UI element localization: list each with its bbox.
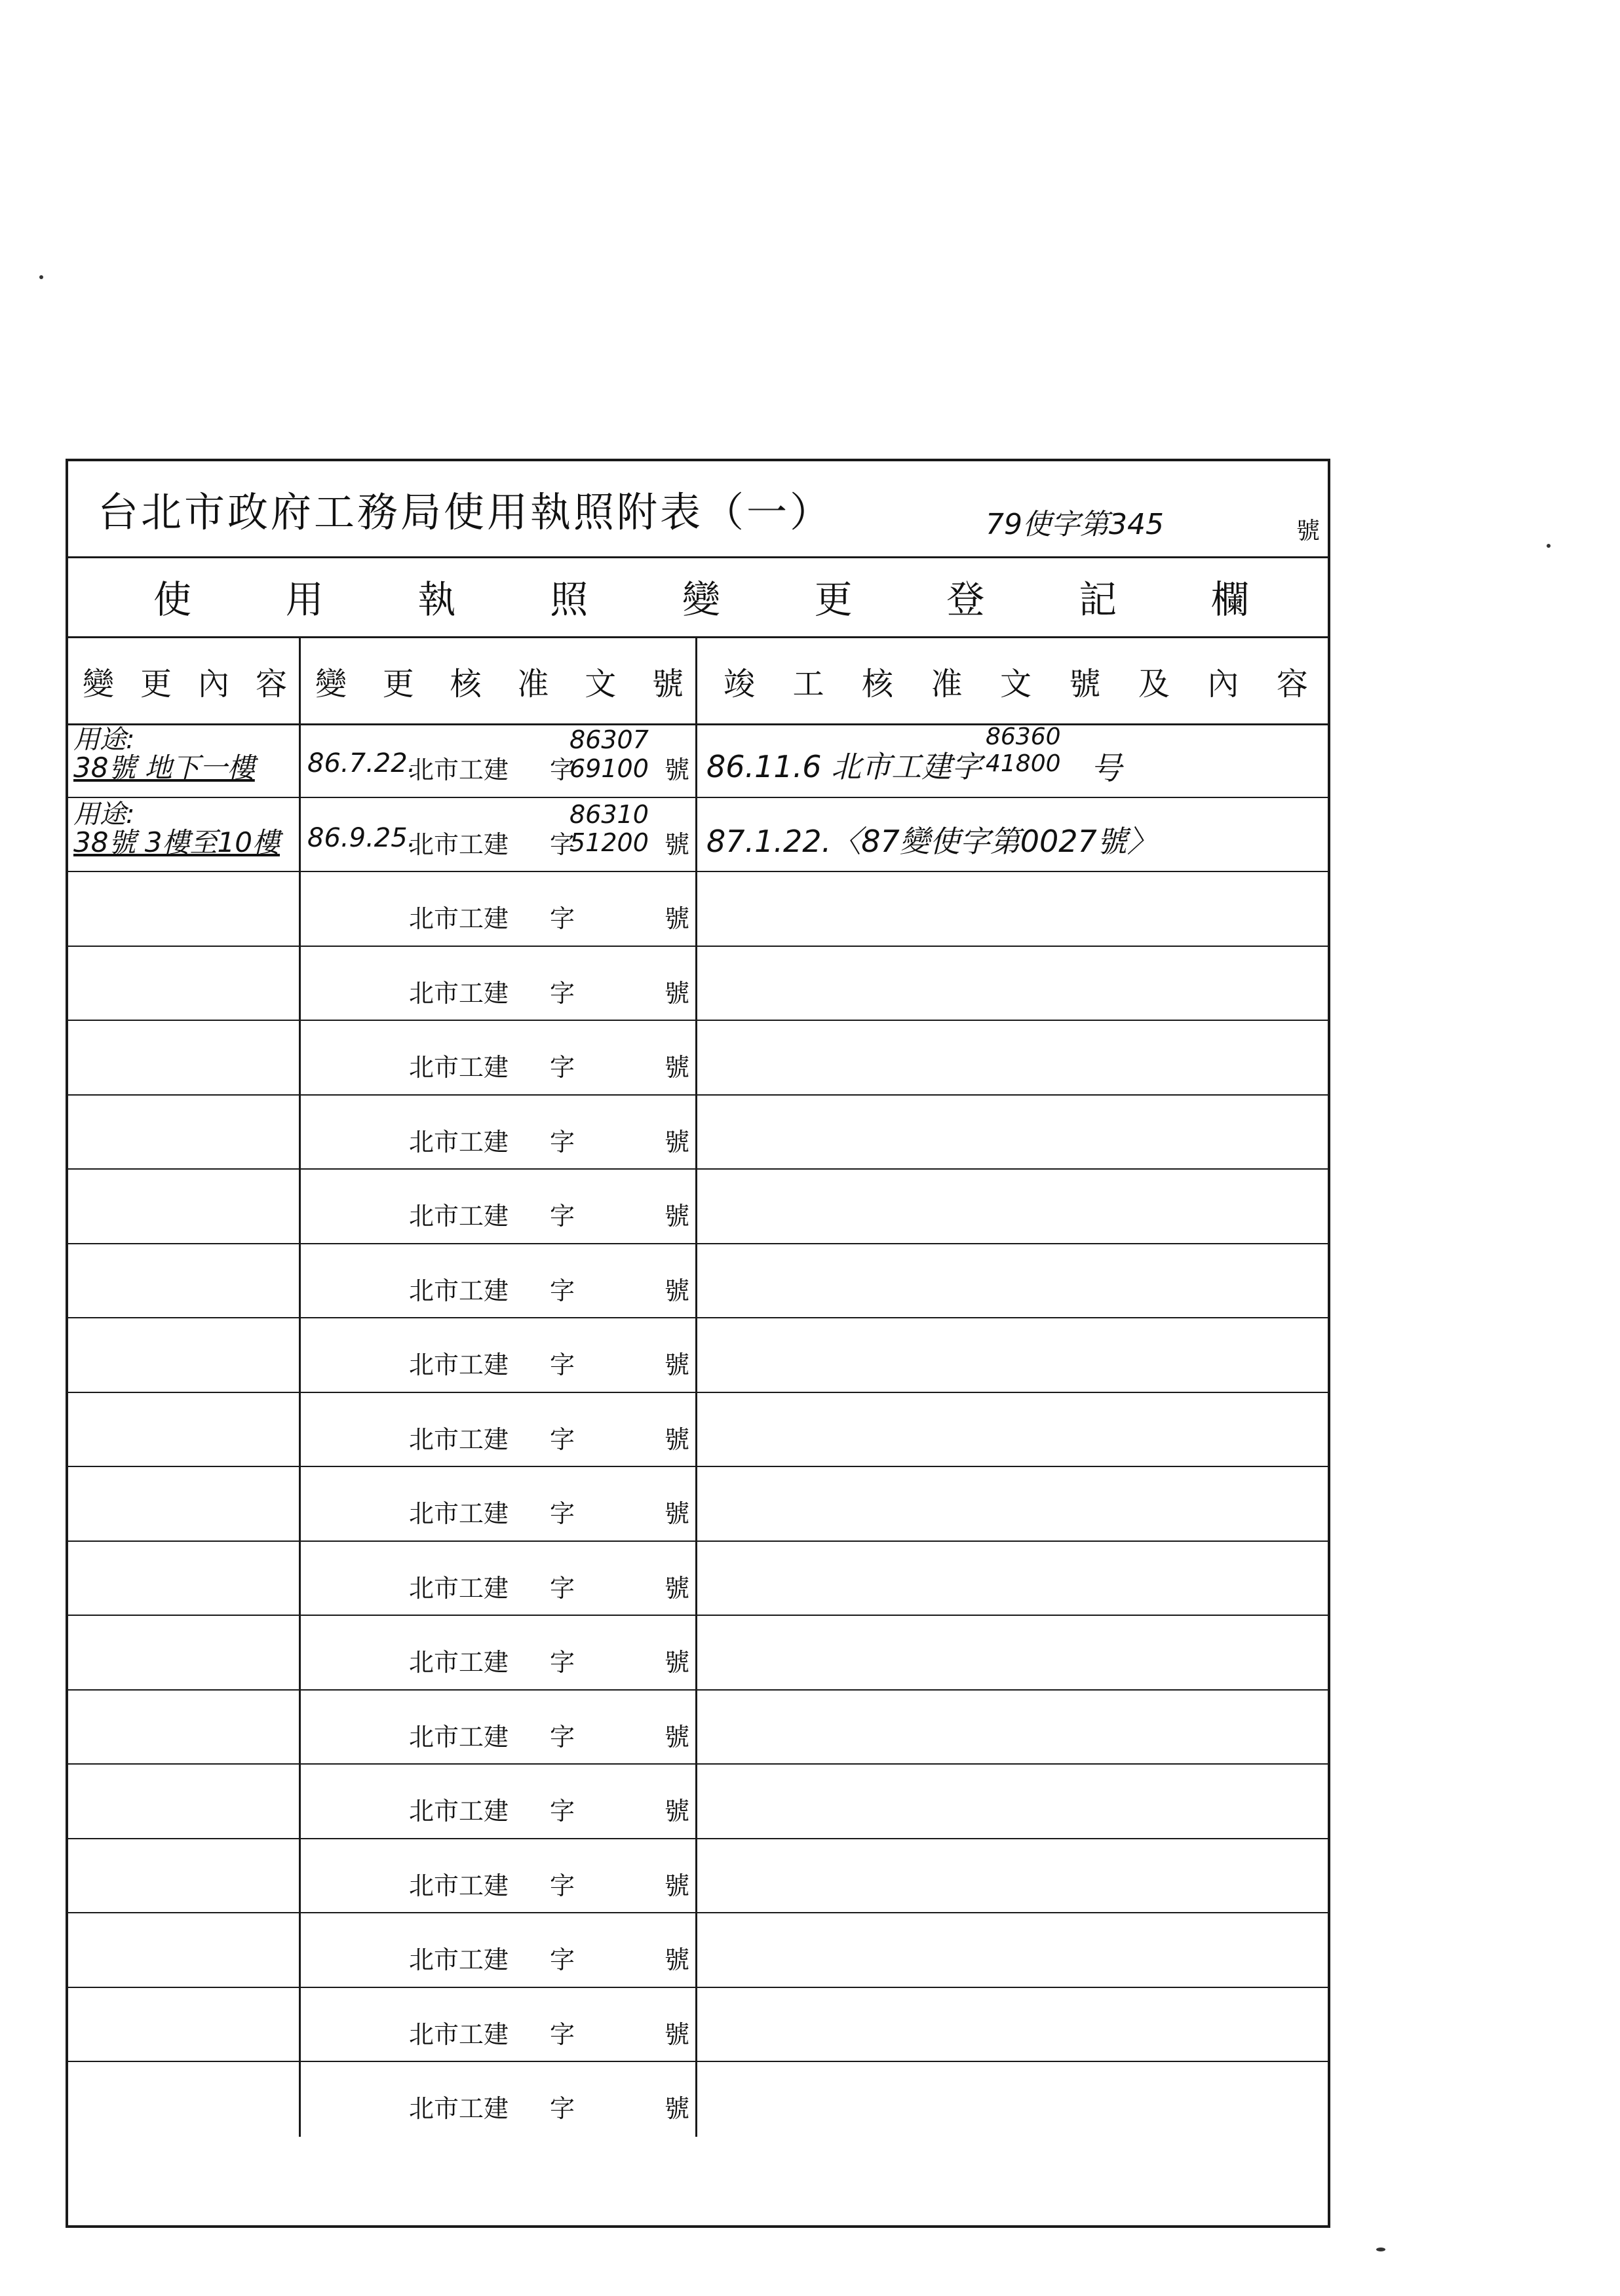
table-row bbox=[68, 1096, 1328, 1170]
header-char: 竣 bbox=[723, 665, 756, 702]
cell-change-approval bbox=[301, 1542, 697, 1615]
section-title-char: 記 bbox=[1079, 577, 1117, 622]
section-title-char: 照 bbox=[550, 577, 588, 622]
scan-speck bbox=[1376, 2248, 1385, 2251]
cell-change-approval bbox=[301, 1691, 697, 1764]
header-char: 核 bbox=[861, 665, 893, 702]
cell-change-content bbox=[68, 1913, 301, 1987]
table-row bbox=[68, 1170, 1328, 1244]
zi-label: 字 bbox=[550, 978, 575, 1008]
zi-label: 字 bbox=[550, 1797, 575, 1826]
hao-label: 號 bbox=[665, 1797, 690, 1826]
cell-change-approval bbox=[301, 1244, 697, 1318]
table-row bbox=[68, 2062, 1328, 2137]
zi-label: 字 bbox=[550, 2019, 575, 2049]
hao-label: 號 bbox=[665, 1350, 690, 1379]
cell-change-content bbox=[68, 872, 301, 946]
zi-label: 字 bbox=[550, 830, 575, 859]
cell-completion-approval bbox=[697, 1913, 1328, 1987]
hao-label: 號 bbox=[665, 1053, 690, 1082]
zi-label: 字 bbox=[550, 1945, 575, 1974]
table-row bbox=[68, 1616, 1328, 1691]
cell-completion-approval bbox=[697, 872, 1328, 946]
office-label: 北市工建 bbox=[409, 1945, 509, 1974]
cell-completion-approval bbox=[697, 1467, 1328, 1540]
content-label: 用途: bbox=[73, 725, 135, 755]
scan-speck bbox=[39, 275, 43, 279]
completion-number-top: 86360 bbox=[986, 723, 1061, 750]
cell-change-approval bbox=[301, 872, 697, 946]
zi-label: 字 bbox=[550, 756, 575, 784]
header-change-approval bbox=[301, 638, 697, 723]
table-row bbox=[68, 1393, 1328, 1468]
cell-change-approval bbox=[301, 947, 697, 1020]
header-change-content bbox=[68, 638, 301, 723]
cell-change-content bbox=[68, 1616, 301, 1689]
header-char: 內 bbox=[1207, 665, 1239, 702]
completion-number bbox=[986, 723, 1061, 778]
zi-label: 字 bbox=[550, 1350, 575, 1379]
cell-change-content bbox=[68, 798, 301, 871]
cell-completion-approval bbox=[697, 1096, 1328, 1169]
cell-change-content bbox=[68, 947, 301, 1020]
hao-label: 號 bbox=[665, 1573, 690, 1603]
cell-completion-approval bbox=[697, 1765, 1328, 1838]
header-char: 文 bbox=[585, 665, 617, 702]
hao-label: 號 bbox=[665, 978, 690, 1008]
section-title-char: 使 bbox=[153, 577, 192, 622]
approval-number-top: 86310 bbox=[569, 799, 649, 829]
table-row bbox=[68, 1318, 1328, 1393]
zi-label: 字 bbox=[550, 1499, 575, 1528]
office-label: 北市工建 bbox=[409, 904, 509, 933]
header-char: 容 bbox=[255, 665, 287, 702]
header-completion-approval bbox=[697, 638, 1328, 723]
completion-tail: 号 bbox=[1090, 750, 1123, 787]
table-row bbox=[68, 1913, 1328, 1988]
completion-text: 86.11.6 北市工建字 bbox=[706, 749, 982, 784]
hao-label: 號 bbox=[665, 1945, 690, 1974]
zi-label: 字 bbox=[550, 2094, 575, 2123]
cell-completion-approval bbox=[697, 1170, 1328, 1243]
office-label: 北市工建 bbox=[409, 756, 509, 784]
zi-label: 字 bbox=[550, 1053, 575, 1082]
cell-change-approval bbox=[301, 1170, 697, 1243]
header-char: 號 bbox=[651, 665, 684, 702]
hao-label: 號 bbox=[665, 756, 690, 784]
cell-change-content bbox=[68, 1021, 301, 1094]
content-label: 用途: bbox=[73, 799, 135, 830]
content-value: 38號 地下一樓 bbox=[73, 752, 255, 784]
cell-completion-approval bbox=[697, 1393, 1328, 1466]
header-char: 容 bbox=[1276, 665, 1308, 702]
hao-label: 號 bbox=[665, 1871, 690, 1900]
header-char: 變 bbox=[83, 665, 115, 702]
cell-change-approval bbox=[301, 1913, 697, 1987]
table-row bbox=[68, 1691, 1328, 1765]
content-value: 38號 3樓至10樓 bbox=[73, 826, 280, 858]
hao-label: 號 bbox=[665, 1202, 690, 1231]
table-row bbox=[68, 798, 1328, 873]
cell-change-content bbox=[68, 1244, 301, 1318]
cell-change-content bbox=[68, 1691, 301, 1764]
zi-label: 字 bbox=[550, 1573, 575, 1603]
cell-change-content bbox=[68, 1318, 301, 1392]
section-title-char: 欄 bbox=[1210, 577, 1249, 622]
cell-change-approval bbox=[301, 1393, 697, 1466]
table-row bbox=[68, 1244, 1328, 1319]
office-label: 北市工建 bbox=[409, 1202, 509, 1231]
table-row bbox=[68, 1988, 1328, 2063]
change-content-text bbox=[73, 726, 255, 782]
approval-date: 86.9.25. bbox=[307, 822, 416, 853]
record-rows bbox=[68, 723, 1328, 2225]
section-title bbox=[68, 556, 1328, 638]
table-row bbox=[68, 1467, 1328, 1542]
column-header-row bbox=[68, 638, 1328, 725]
zi-label: 字 bbox=[550, 1722, 575, 1751]
completion-text: 87.1.22.〈87變使字第0027號〉 bbox=[706, 823, 1157, 859]
cell-change-approval bbox=[301, 2062, 697, 2137]
hao-label: 號 bbox=[665, 1648, 690, 1677]
office-label: 北市工建 bbox=[409, 2094, 509, 2123]
title-row bbox=[68, 461, 1328, 558]
table-row bbox=[68, 1765, 1328, 1839]
hao-label: 號 bbox=[665, 904, 690, 933]
cell-change-approval bbox=[301, 1021, 697, 1094]
approval-number bbox=[569, 801, 649, 858]
cell-change-approval bbox=[301, 1096, 697, 1169]
zi-label: 字 bbox=[550, 904, 575, 933]
cell-completion-approval bbox=[697, 2062, 1328, 2137]
table-row bbox=[68, 947, 1328, 1022]
office-label: 北市工建 bbox=[409, 1797, 509, 1826]
hao-label: 號 bbox=[665, 1722, 690, 1751]
usage-permit-form bbox=[66, 459, 1330, 2228]
header-char: 內 bbox=[197, 665, 229, 702]
hao-label: 號 bbox=[665, 1499, 690, 1528]
cell-change-content bbox=[68, 723, 301, 797]
cell-completion-approval bbox=[697, 1244, 1328, 1318]
office-label: 北市工建 bbox=[409, 1350, 509, 1379]
section-title-char: 登 bbox=[946, 577, 985, 622]
cell-completion-approval bbox=[697, 1616, 1328, 1689]
zi-label: 字 bbox=[550, 1648, 575, 1677]
zi-label: 字 bbox=[550, 1276, 575, 1305]
hao-label: 號 bbox=[665, 1276, 690, 1305]
hao-label: 號 bbox=[665, 1425, 690, 1454]
zi-label: 字 bbox=[550, 1127, 575, 1157]
completion-number-bottom: 41800 bbox=[986, 750, 1061, 778]
office-label: 北市工建 bbox=[409, 978, 509, 1008]
cell-change-approval bbox=[301, 1765, 697, 1838]
header-char: 更 bbox=[140, 665, 172, 702]
office-label: 北市工建 bbox=[409, 1127, 509, 1157]
header-char: 號 bbox=[1069, 665, 1101, 702]
cell-completion-approval bbox=[697, 798, 1328, 871]
office-label: 北市工建 bbox=[409, 1425, 509, 1454]
table-row bbox=[68, 723, 1328, 798]
office-label: 北市工建 bbox=[409, 2019, 509, 2049]
cell-completion-approval bbox=[697, 1542, 1328, 1615]
table-row bbox=[68, 1839, 1328, 1914]
section-title-char: 更 bbox=[814, 577, 853, 622]
office-label: 北市工建 bbox=[409, 1053, 509, 1082]
zi-label: 字 bbox=[550, 1871, 575, 1900]
cell-completion-approval bbox=[697, 1691, 1328, 1764]
hao-label: 號 bbox=[665, 830, 690, 859]
header-char: 准 bbox=[931, 665, 963, 702]
zi-label: 字 bbox=[550, 1202, 575, 1231]
hao-label: 號 bbox=[665, 2019, 690, 2049]
header-char: 文 bbox=[999, 665, 1032, 702]
office-label: 北市工建 bbox=[409, 1573, 509, 1603]
approval-number-top: 86307 bbox=[569, 725, 649, 754]
form-title: 台北市政府工務局使用執照附表（一） bbox=[98, 488, 834, 536]
cell-change-content bbox=[68, 1542, 301, 1615]
hao-label: 號 bbox=[665, 2094, 690, 2123]
cell-change-content bbox=[68, 1988, 301, 2061]
cell-completion-approval bbox=[697, 1318, 1328, 1392]
approval-number bbox=[569, 726, 649, 783]
office-label: 北市工建 bbox=[409, 1276, 509, 1305]
header-char: 及 bbox=[1138, 665, 1170, 702]
cell-completion-approval bbox=[697, 1839, 1328, 1913]
cell-change-approval bbox=[301, 1467, 697, 1540]
scan-speck bbox=[1547, 544, 1551, 548]
header-char: 准 bbox=[517, 665, 549, 702]
office-label: 北市工建 bbox=[409, 1871, 509, 1900]
header-char: 更 bbox=[382, 665, 414, 702]
cell-change-approval bbox=[301, 798, 697, 871]
cell-change-approval bbox=[301, 1616, 697, 1689]
cell-change-content bbox=[68, 1096, 301, 1169]
change-content-text bbox=[73, 801, 280, 857]
approval-number-bottom: 69100 bbox=[569, 754, 649, 783]
cell-change-content bbox=[68, 1393, 301, 1466]
table-row bbox=[68, 1021, 1328, 1096]
header-char: 核 bbox=[450, 665, 482, 702]
cell-change-content bbox=[68, 1467, 301, 1540]
cell-change-approval bbox=[301, 723, 697, 797]
office-label: 北市工建 bbox=[409, 1499, 509, 1528]
hao-label: 號 bbox=[665, 1127, 690, 1157]
permit-number: 79使字第345 bbox=[986, 508, 1164, 541]
cell-change-content bbox=[68, 1839, 301, 1913]
cell-change-content bbox=[68, 1765, 301, 1838]
cell-change-approval bbox=[301, 1988, 697, 2061]
section-title-char: 用 bbox=[285, 577, 324, 622]
approval-number-bottom: 51200 bbox=[569, 828, 649, 858]
cell-change-approval bbox=[301, 1839, 697, 1913]
cell-completion-approval bbox=[697, 947, 1328, 1020]
table-row bbox=[68, 872, 1328, 947]
office-label: 北市工建 bbox=[409, 1722, 509, 1751]
section-title-char: 執 bbox=[417, 577, 456, 622]
cell-change-approval bbox=[301, 1318, 697, 1392]
cell-completion-approval bbox=[697, 723, 1328, 797]
cell-completion-approval bbox=[697, 1021, 1328, 1094]
permit-suffix: 號 bbox=[1296, 518, 1320, 545]
office-label: 北市工建 bbox=[409, 830, 509, 859]
zi-label: 字 bbox=[550, 1425, 575, 1454]
header-char: 變 bbox=[315, 665, 347, 702]
cell-change-content bbox=[68, 1170, 301, 1243]
approval-date: 86.7.22. bbox=[307, 748, 416, 778]
table-row bbox=[68, 1542, 1328, 1617]
cell-completion-approval bbox=[697, 1988, 1328, 2061]
section-title-char: 變 bbox=[682, 577, 720, 622]
header-char: 工 bbox=[792, 665, 824, 702]
office-label: 北市工建 bbox=[409, 1648, 509, 1677]
cell-change-content bbox=[68, 2062, 301, 2137]
